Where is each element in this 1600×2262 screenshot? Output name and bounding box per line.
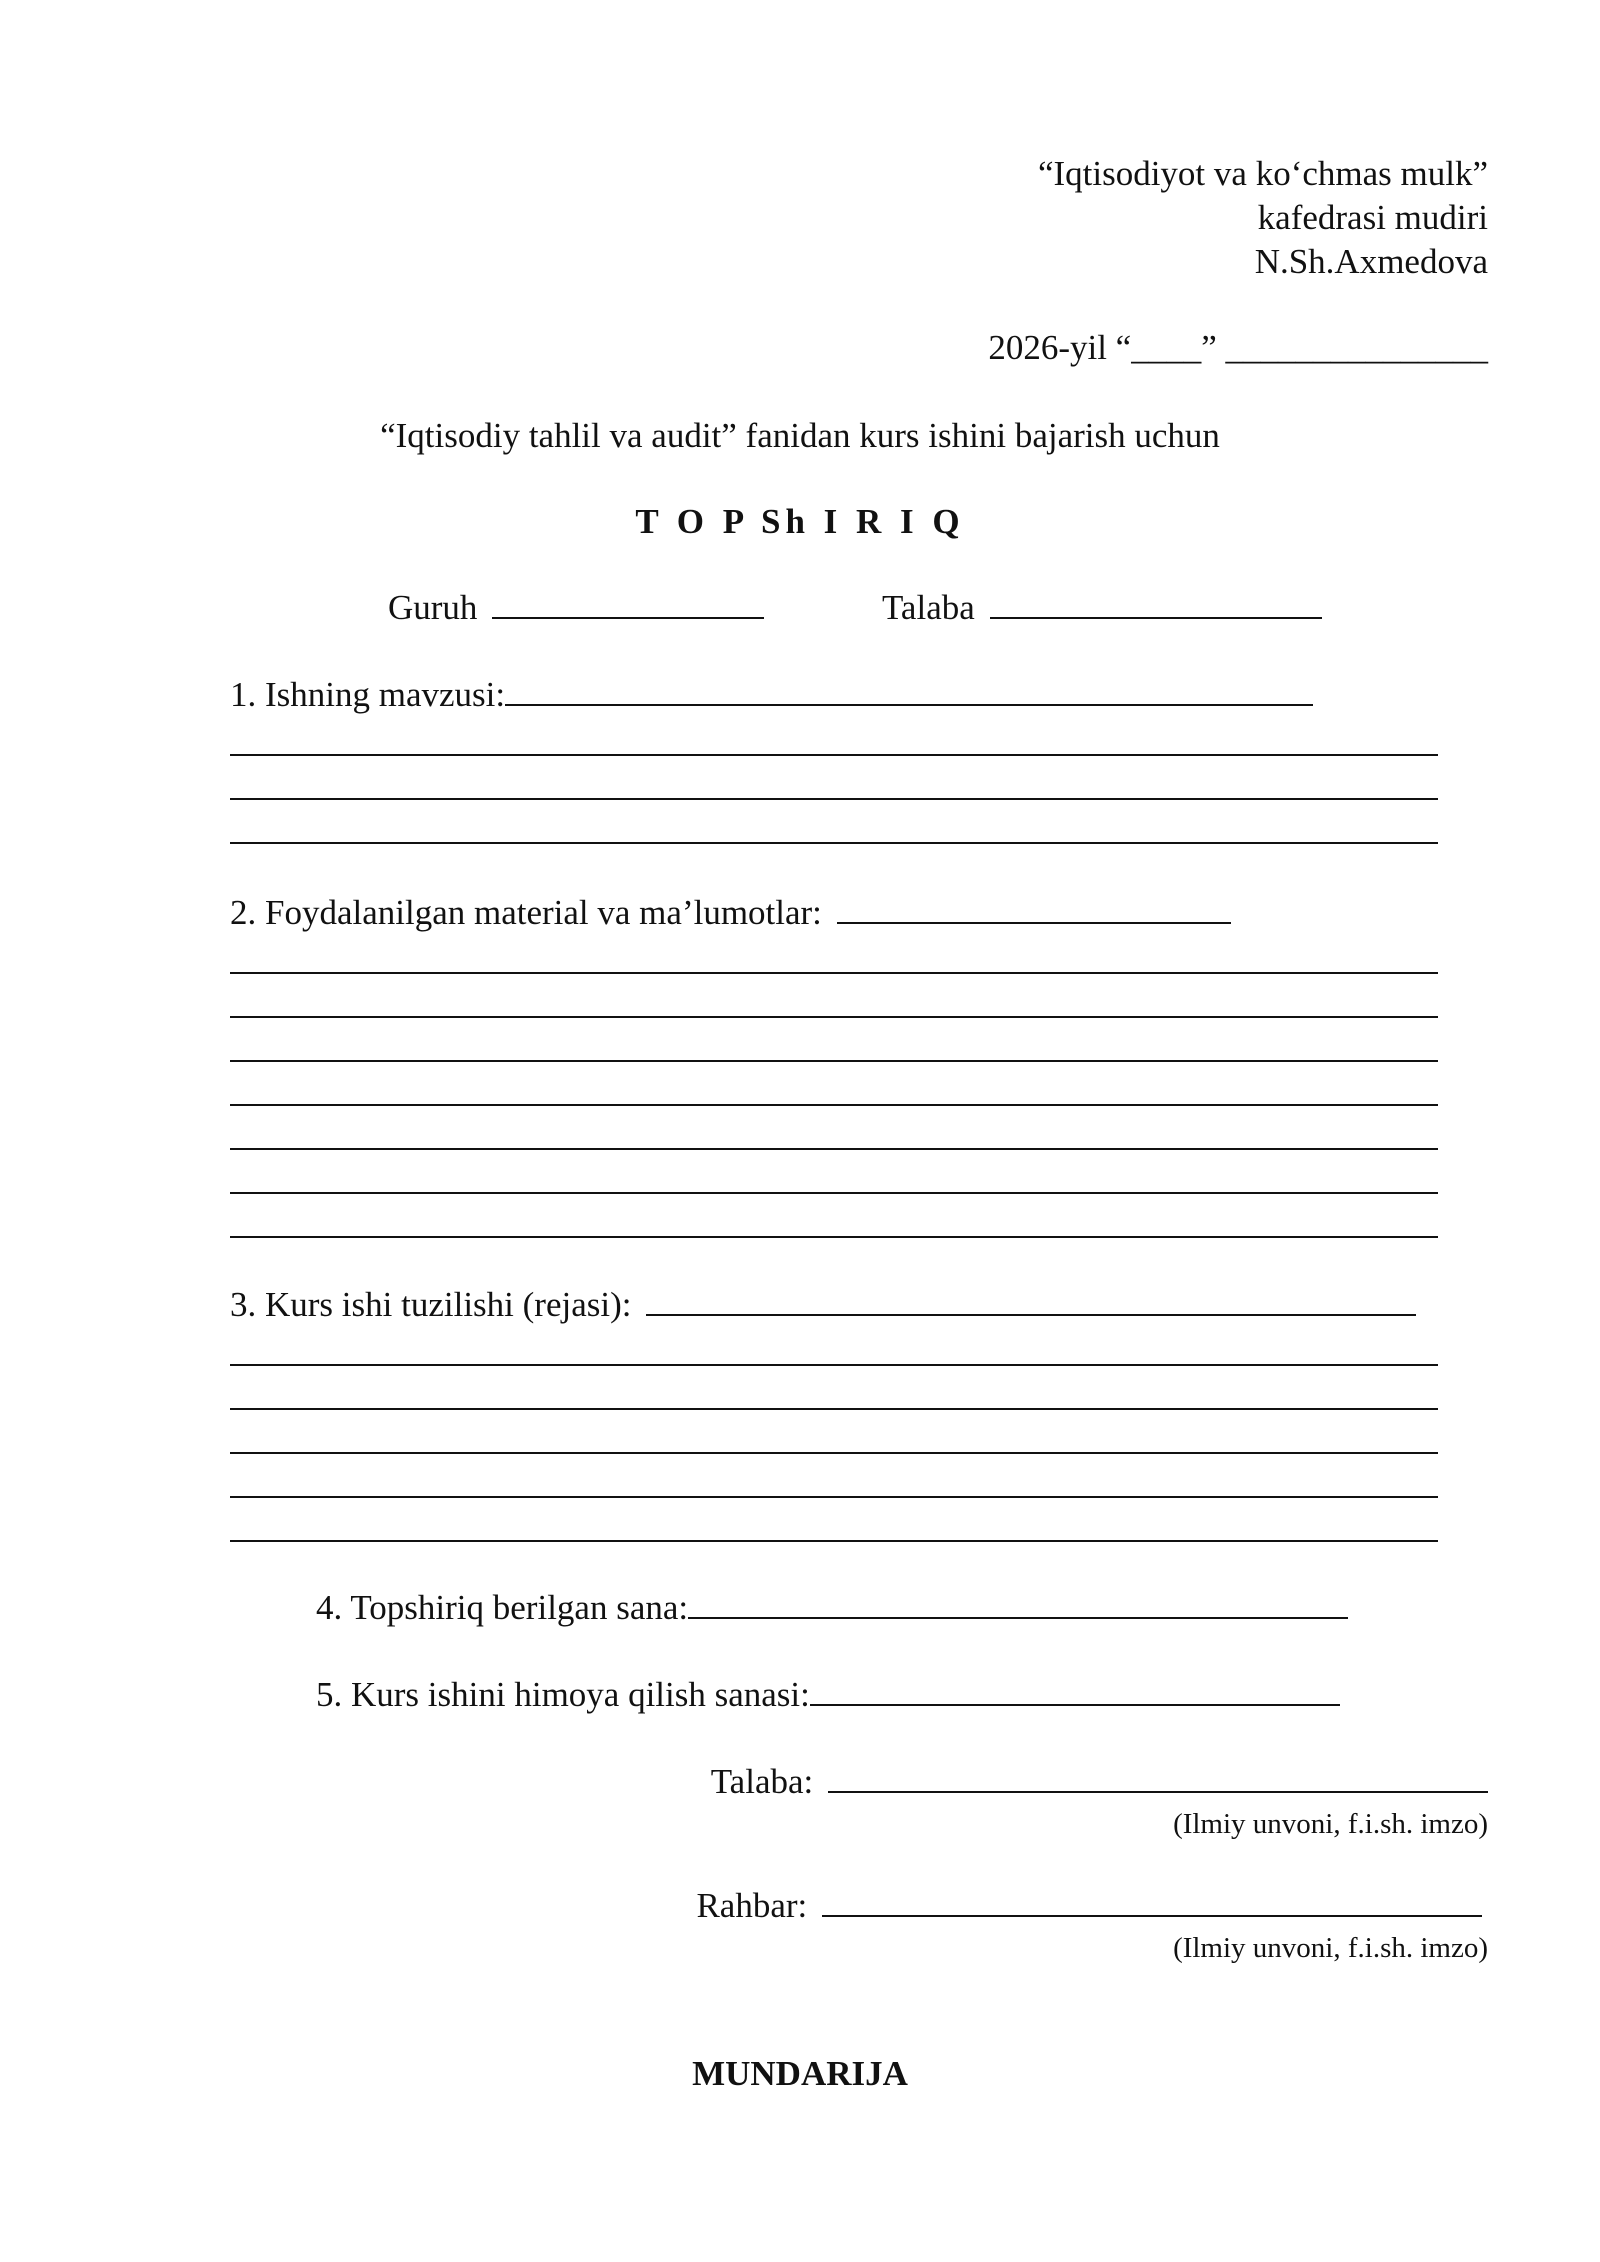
- section-3-label: 3. Kurs ishi tuzilishi (rejasi):: [230, 1285, 632, 1324]
- section-5-blank[interactable]: [810, 1674, 1340, 1706]
- section-1-line[interactable]: [230, 842, 1438, 844]
- section-1-line[interactable]: [230, 754, 1438, 756]
- section-2-blank[interactable]: [837, 892, 1231, 924]
- student-blank[interactable]: [990, 587, 1322, 619]
- supervisor-signature-blank[interactable]: [822, 1885, 1482, 1917]
- group-blank[interactable]: [492, 587, 764, 619]
- section-2-line[interactable]: [230, 1016, 1438, 1018]
- section-3-line[interactable]: [230, 1364, 1438, 1366]
- section-3-line[interactable]: [230, 1408, 1438, 1410]
- section-3-line[interactable]: [230, 1496, 1438, 1498]
- section-1: [230, 673, 1313, 717]
- approval-date-line: 2026-yil “____” _______________: [988, 328, 1488, 367]
- student-field: [882, 586, 1322, 630]
- supervisor-signature-caption: (Ilmiy unvoni, f.i.sh. imzo): [1173, 1932, 1488, 1964]
- section-3-line[interactable]: [230, 1540, 1438, 1542]
- student-signature-blank[interactable]: [828, 1761, 1488, 1793]
- section-1-label: 1. Ishning mavzusi:: [230, 675, 506, 714]
- department-name: “Iqtisodiyot va ko‘chmas mulk”: [1037, 154, 1488, 193]
- section-2-line[interactable]: [230, 1104, 1438, 1106]
- section-2-line[interactable]: [230, 1060, 1438, 1062]
- section-2-line[interactable]: [230, 972, 1438, 974]
- document-title: T O P Sh I R I Q: [635, 502, 965, 541]
- section-1-blank[interactable]: [505, 674, 1313, 706]
- department-head-title: kafedrasi mudiri: [1257, 198, 1488, 237]
- section-3-line[interactable]: [230, 1452, 1438, 1454]
- section-4-blank[interactable]: [688, 1587, 1348, 1619]
- group-label: Guruh: [388, 588, 478, 627]
- section-2: [230, 891, 1231, 935]
- student-label: Talaba: [882, 588, 975, 627]
- section-4-label: 4. Topshiriq berilgan sana:: [316, 1588, 689, 1627]
- section-5-label: 5. Kurs ishini himoya qilish sanasi:: [316, 1675, 810, 1714]
- section-4: [316, 1586, 1348, 1630]
- section-1-line[interactable]: [230, 798, 1438, 800]
- section-2-line[interactable]: [230, 1236, 1438, 1238]
- department-head-name: N.Sh.Axmedova: [1254, 242, 1488, 281]
- section-2-line[interactable]: [230, 1148, 1438, 1150]
- section-3: [230, 1283, 1416, 1327]
- supervisor-signature-label: Rahbar:: [696, 1886, 808, 1925]
- section-2-label: 2. Foydalanilgan material va ma’lumotlar:: [230, 893, 822, 932]
- student-signature-caption: (Ilmiy unvoni, f.i.sh. imzo): [1173, 1808, 1488, 1840]
- section-5: [316, 1673, 1340, 1717]
- section-2-line[interactable]: [230, 1192, 1438, 1194]
- contents-heading: MUNDARIJA: [692, 2054, 908, 2093]
- student-signature: [711, 1760, 1488, 1804]
- student-signature-label: Talaba:: [710, 1762, 814, 1801]
- section-3-blank[interactable]: [646, 1284, 1416, 1316]
- subtitle: “Iqtisodiy tahlil va audit” fanidan kurs ishini bajarish uchun: [380, 416, 1220, 455]
- group-field: [388, 586, 764, 630]
- supervisor-signature: [696, 1884, 1482, 1928]
